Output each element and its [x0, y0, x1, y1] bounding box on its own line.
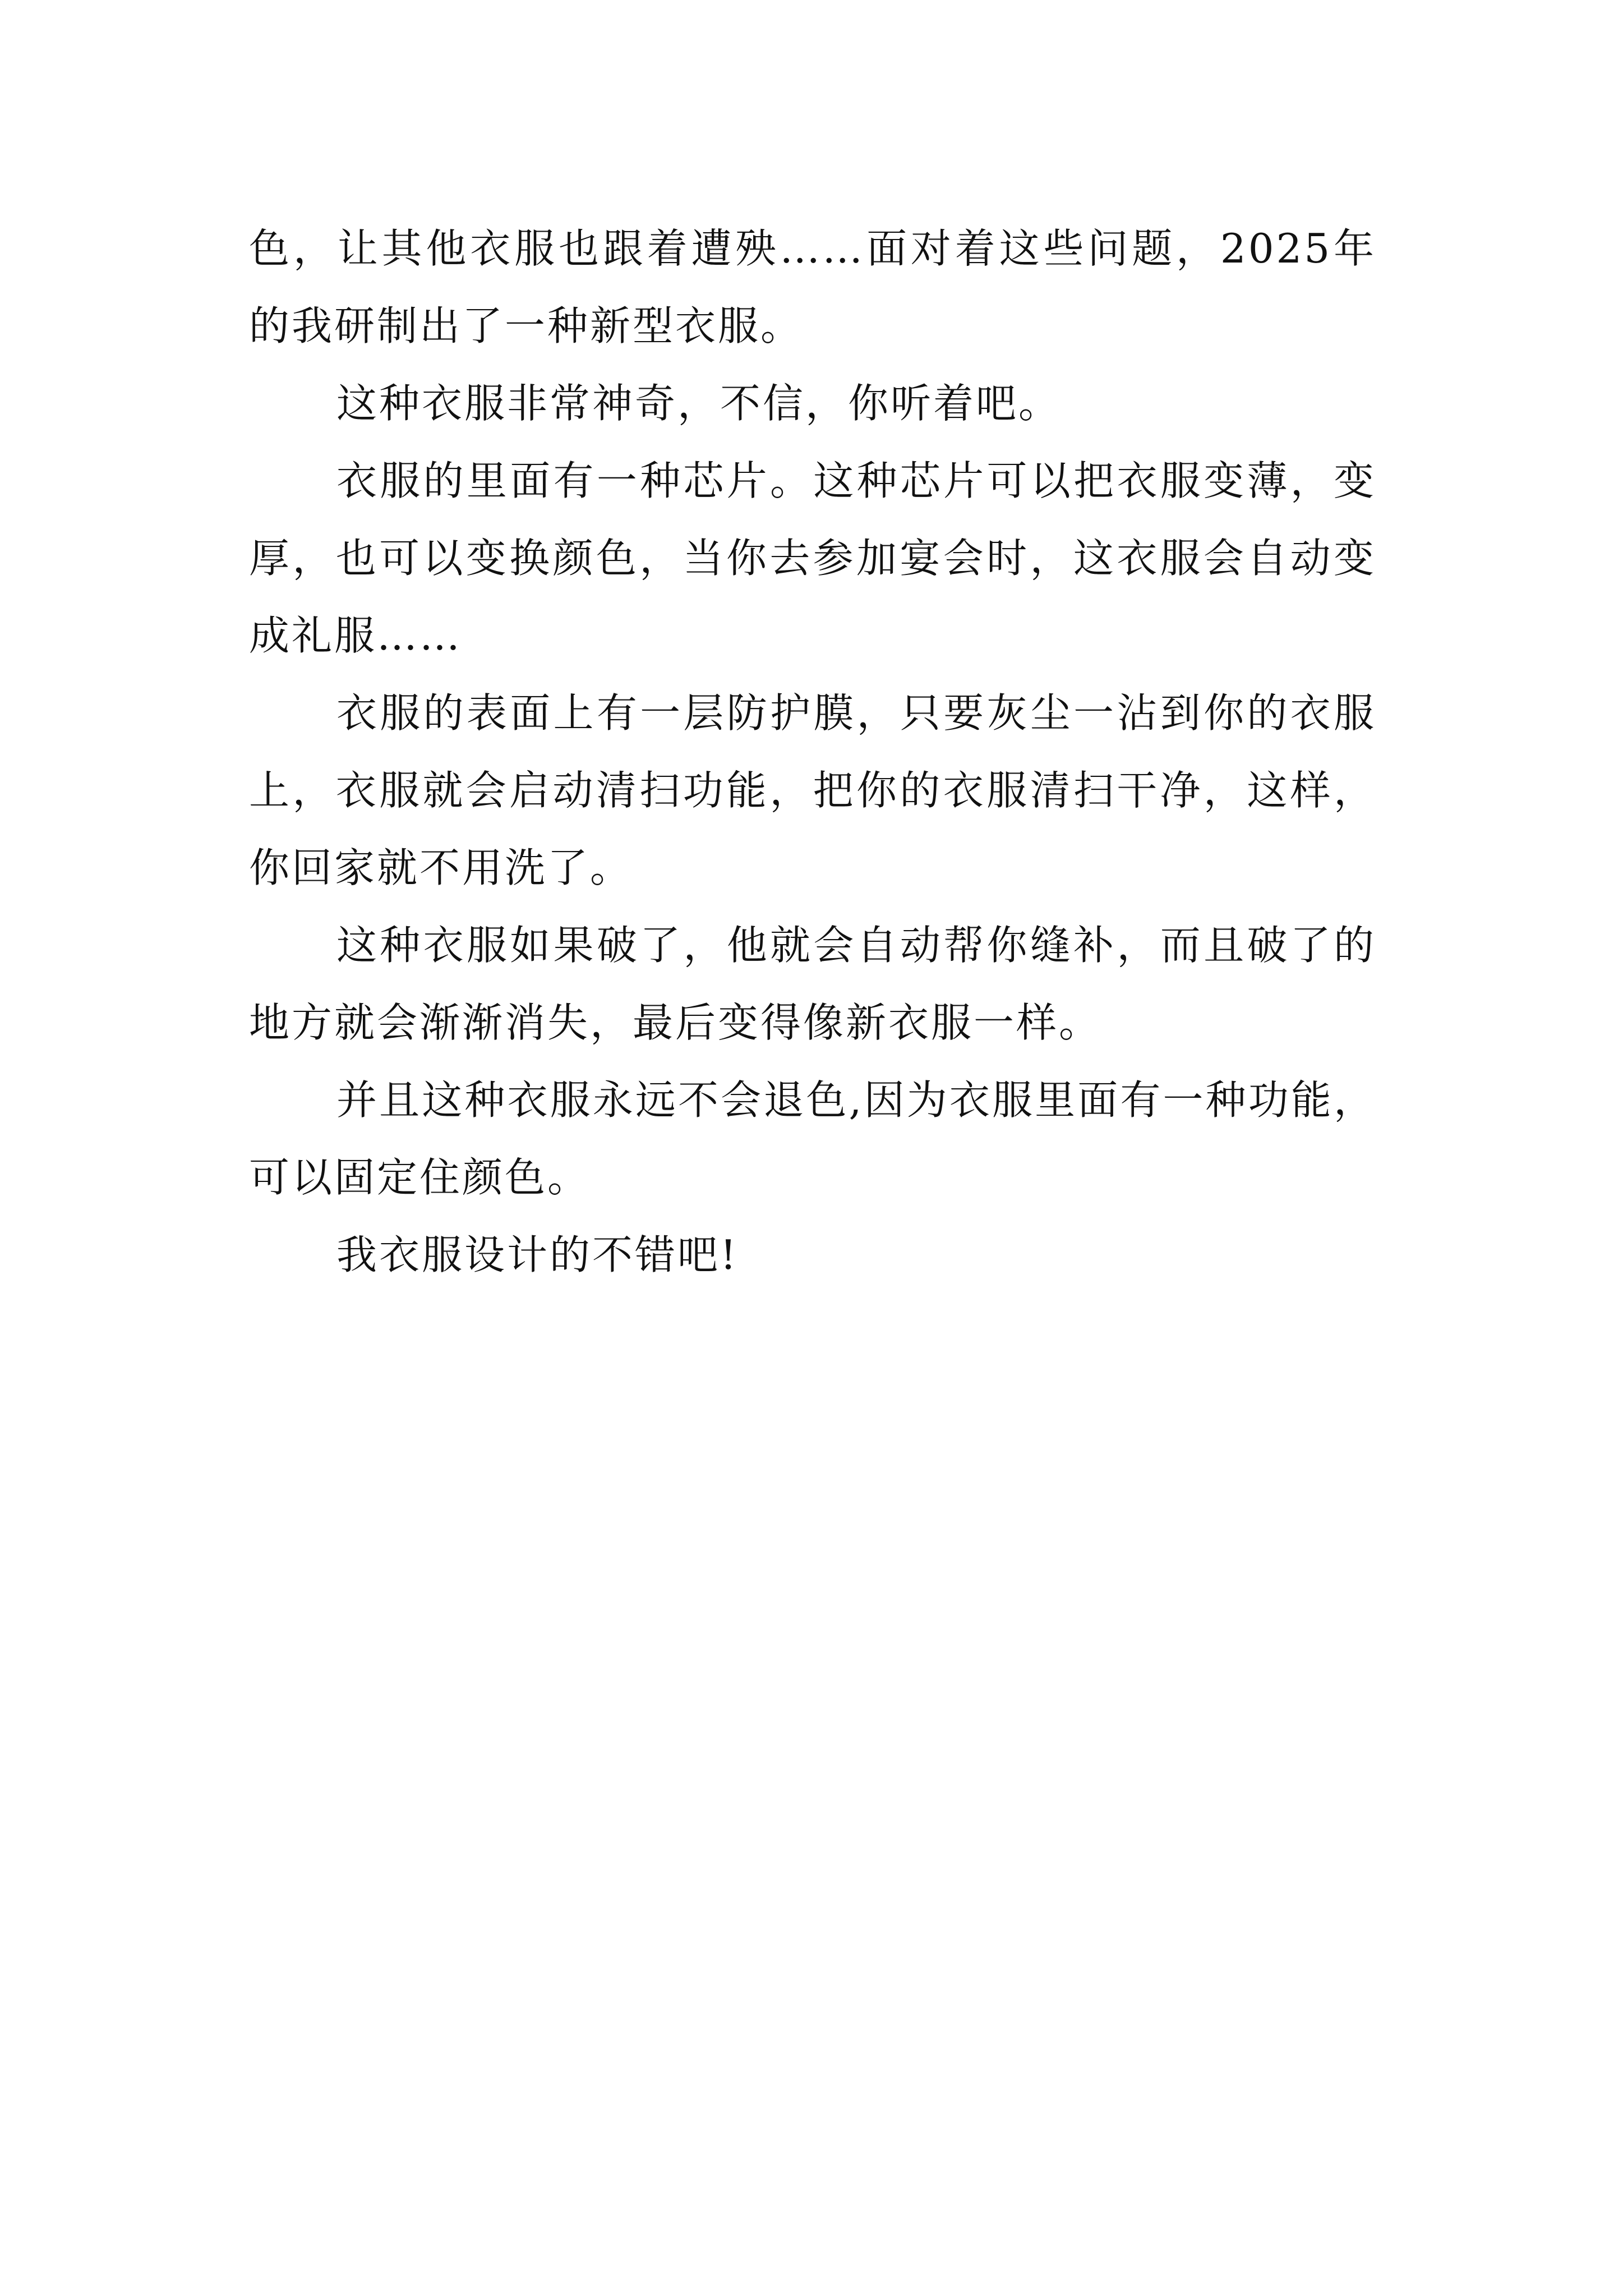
paragraph: 衣服的表面上有一层防护膜，只要灰尘一沾到你的衣服上，衣服就会启动清扫功能，把你的衣服清扫干净，这样，你回家就不用洗了。 — [249, 689, 1376, 891]
paragraph: 衣服的里面有一种芯片。这种芯片可以把衣服变薄，变厚，也可以变换颜色，当你去参加宴会时，这衣服会自动变成礼服…… — [249, 457, 1376, 659]
paragraph-continuation: 色，让其他衣服也跟着遭殃……面对着这些问题，2025年的我研制出了一种新型衣服。 — [249, 225, 1376, 349]
paragraph: 这种衣服非常神奇，不信，你听着吧。 — [336, 380, 1062, 427]
document-body — [249, 210, 1376, 1294]
paragraph: 这种衣服如果破了，他就会自动帮你缝补，而且破了的地方就会渐渐消失，最后变得像新衣服一样。 — [249, 922, 1376, 1046]
paragraph: 我衣服设计的不错吧! — [336, 1231, 739, 1278]
paragraph: 并且这种衣服永远不会退色,因为衣服里面有一种功能，可以固定住颜色。 — [249, 1076, 1376, 1201]
